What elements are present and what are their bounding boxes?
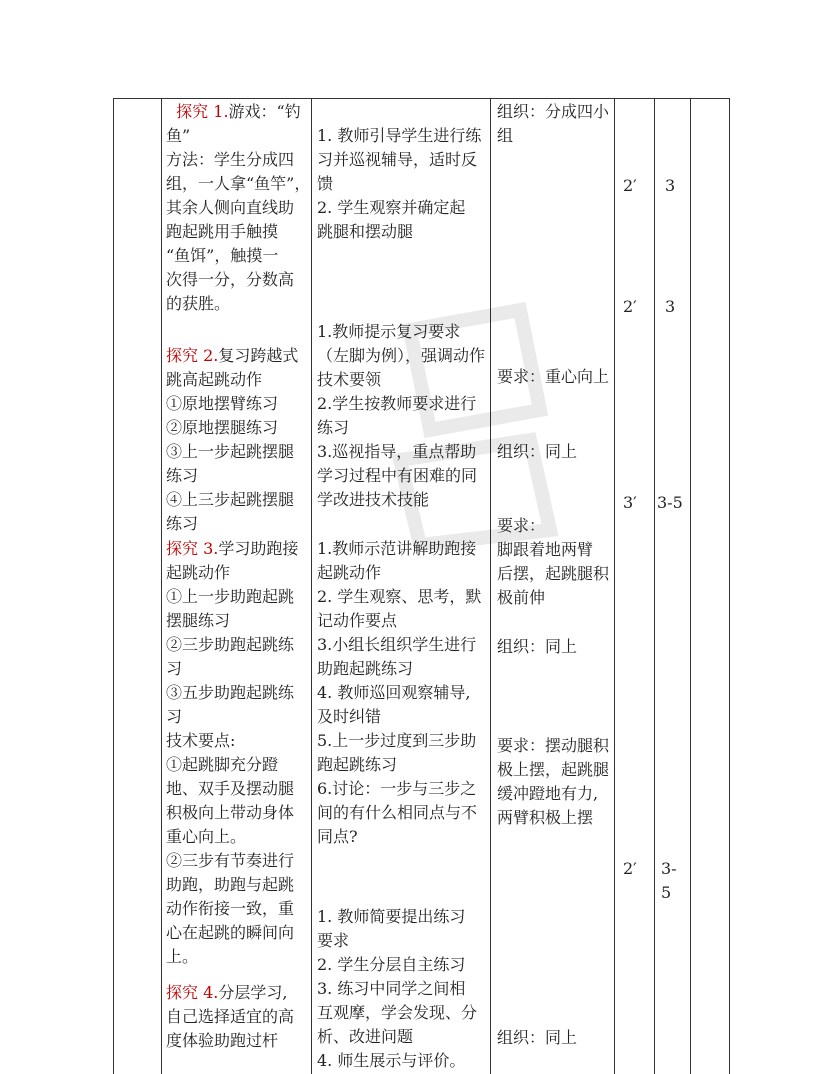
text-line: 摆腿练习 <box>166 611 231 630</box>
text-line: 起跳动作 <box>166 563 231 582</box>
text-line: 助跑，助跑与起跳 <box>166 875 295 894</box>
activity-3-heading <box>166 537 298 561</box>
text-line: 动作衔接一致，重 <box>166 899 295 918</box>
activity-1-lead: 探究 1. <box>176 102 229 121</box>
text-line: 3.巡视指导，重点帮助 <box>317 442 477 461</box>
activity-block-3 <box>166 537 298 969</box>
text-line: 间的有什么相同点与不 <box>317 803 478 822</box>
table-border-col4 <box>614 98 615 1074</box>
text-line: 地、双手及摆动腿 <box>166 779 295 798</box>
text-line: 析、改进问题 <box>317 1027 414 1046</box>
text-line: 1.教师提示复习要求 <box>317 322 461 341</box>
text-line: 技术要点: <box>166 731 236 750</box>
text-line: 同点? <box>317 827 358 846</box>
org-block-3 <box>497 440 577 464</box>
text-line: 练习 <box>166 514 199 533</box>
table-border-col6 <box>690 98 691 1074</box>
text-line: 缓冲蹬地有力, <box>497 784 599 803</box>
text-line: 要求 <box>317 931 350 950</box>
activity-3-lead: 探究 3. <box>166 539 219 558</box>
text-line: 技术要领 <box>317 370 382 389</box>
text-line: 上。 <box>166 947 199 966</box>
text-line: 后摆，起跳腿积 <box>497 564 610 583</box>
text-line: 自己选择适宜的高 <box>166 1007 295 1026</box>
text-line: ①原地摆臂练习 <box>166 394 279 413</box>
org-block-1 <box>497 100 609 148</box>
table-border-col1 <box>161 98 162 1074</box>
table-border-col2 <box>311 98 312 1074</box>
activity-4-heading <box>166 981 294 1005</box>
count-value: 3-5 <box>657 493 683 512</box>
table-border-col3 <box>490 98 491 1074</box>
text-line: 2. 学生分层自主练习 <box>317 955 466 974</box>
text-line: 2. 学生观察、思考，默 <box>317 587 482 606</box>
org-block-5 <box>497 635 577 659</box>
teacher-block-1 <box>317 124 481 244</box>
text-line: 组织：分成四小 <box>497 102 610 121</box>
text-line: 组织：同上 <box>497 1028 578 1047</box>
text-line: 跑起跳用手触摸 <box>166 222 279 241</box>
text-line: ④上三步起跳摆腿 <box>166 490 295 509</box>
text-line: 4. 师生展示与评价。 <box>317 1051 466 1070</box>
text-line: 3.小组长组织学生进行 <box>317 635 477 654</box>
table-border-col5 <box>654 98 655 1074</box>
text-line: 1. 教师简要提出练习 <box>317 907 466 926</box>
text-line: 助跑起跳练习 <box>317 659 414 678</box>
text-line: 游戏：“钓 <box>228 102 301 121</box>
text-line: 习 <box>166 659 183 678</box>
time-value: 2′ <box>623 297 637 316</box>
table-border-col7 <box>729 98 730 1074</box>
org-block-4 <box>497 514 609 610</box>
text-line: ③五步助跑起跳练 <box>166 683 295 702</box>
text-line: 3. 练习中同学之间相 <box>317 979 466 998</box>
activity-block-1 <box>166 100 310 316</box>
text-line: 要求：摆动腿积 <box>497 736 610 755</box>
text-line: 积极向上带动身体 <box>166 803 295 822</box>
text-line: 记动作要点 <box>317 611 398 630</box>
activity-4-lead: 探究 4. <box>166 983 219 1002</box>
text-line: 练习 <box>166 466 199 485</box>
activity-2-lead: 探究 2. <box>166 346 219 365</box>
activity-block-2 <box>166 344 298 536</box>
text-line: 1. 教师引导学生进行练 <box>317 126 482 145</box>
text-line: 2. 学生观察并确定起 <box>317 198 466 217</box>
text-line: 重心向上。 <box>166 827 247 846</box>
count-value: 5 <box>661 883 672 902</box>
text-line: 学改进技术技能 <box>317 490 430 509</box>
table-top-border <box>113 98 730 99</box>
text-line: 及时纠错 <box>317 707 382 726</box>
text-line: 组织：同上 <box>497 637 578 656</box>
activity-2-heading <box>166 344 298 368</box>
text-line: 习 <box>166 707 183 726</box>
org-block-2 <box>497 365 609 389</box>
org-block-7 <box>497 1026 577 1050</box>
teacher-block-2 <box>317 320 485 512</box>
activity-1-heading <box>166 100 310 124</box>
text-line: 馈 <box>317 174 334 193</box>
text-line: 组织：同上 <box>497 442 578 461</box>
text-line: 起跳动作 <box>317 563 382 582</box>
time-value: 2′ <box>623 176 637 195</box>
text-line: 的获胜。 <box>166 294 231 313</box>
text-line: 要求： <box>497 516 546 535</box>
text-line: 学习过程中有困难的同 <box>317 466 478 485</box>
text-line: ①起跳脚充分蹬 <box>166 755 279 774</box>
text-line: 次得一分，分数高 <box>166 270 295 289</box>
text-line: ②三步助跑起跳练 <box>166 635 295 654</box>
text-line: 方法：学生分成四 <box>166 150 295 169</box>
time-value: 2′ <box>623 859 637 878</box>
text-line: 学习助跑接 <box>218 539 299 558</box>
text-line: 鱼” <box>166 126 191 145</box>
text-line: 两臂积极上摆 <box>497 808 594 827</box>
text-line: ②三步有节奏进行 <box>166 851 295 870</box>
text-line: 组 <box>497 126 514 145</box>
text-line: （左脚为例），强调动作 <box>317 346 486 365</box>
text-line: 极上摆，起跳腿 <box>497 760 610 779</box>
text-line: 2.学生按教师要求进行 <box>317 394 477 413</box>
teacher-block-3 <box>317 537 481 849</box>
text-line: 4. 教师巡回观察辅导, <box>317 683 471 702</box>
text-line: ②原地摆腿练习 <box>166 418 279 437</box>
text-line: 心在起跳的瞬间向 <box>166 923 295 942</box>
text-line: 6.讨论：一步与三步之 <box>317 779 477 798</box>
teacher-block-4 <box>317 905 477 1073</box>
text-line: 脚跟着地两臂 <box>497 540 594 559</box>
text-line: 跳腿和摆动腿 <box>317 222 414 241</box>
text-line: “鱼饵”，触摸一 <box>166 246 279 265</box>
text-line: 习并巡视辅导，适时反 <box>317 150 478 169</box>
text-line: 互观摩，学会发现、分 <box>317 1003 478 1022</box>
activity-block-4 <box>166 981 294 1053</box>
count-value: 3- <box>661 859 677 878</box>
text-line: 复习跨越式 <box>218 346 299 365</box>
text-line: 极前伸 <box>497 588 546 607</box>
text-line: 跑起跳练习 <box>317 755 398 774</box>
text-line: 1.教师示范讲解助跑接 <box>317 539 477 558</box>
text-line: 要求：重心向上 <box>497 367 610 386</box>
time-value: 3′ <box>623 493 637 512</box>
text-line: 跳高起跳动作 <box>166 370 263 389</box>
count-value: 3 <box>665 176 676 195</box>
text-line: 组，一人拿“鱼竿”， <box>166 174 311 193</box>
text-line: 5.上一步过度到三步助 <box>317 731 477 750</box>
table-border-col0 <box>113 98 114 1074</box>
org-block-6 <box>497 734 609 830</box>
text-line: ①上一步助跑起跳 <box>166 587 295 606</box>
text-line: 练习 <box>317 418 350 437</box>
text-line: 分层学习, <box>218 983 288 1002</box>
text-line: 度体验助跑过杆 <box>166 1031 279 1050</box>
text-line: ③上一步起跳摆腿 <box>166 442 295 461</box>
count-value: 3 <box>665 297 676 316</box>
text-line: 其余人侧向直线助 <box>166 198 295 217</box>
